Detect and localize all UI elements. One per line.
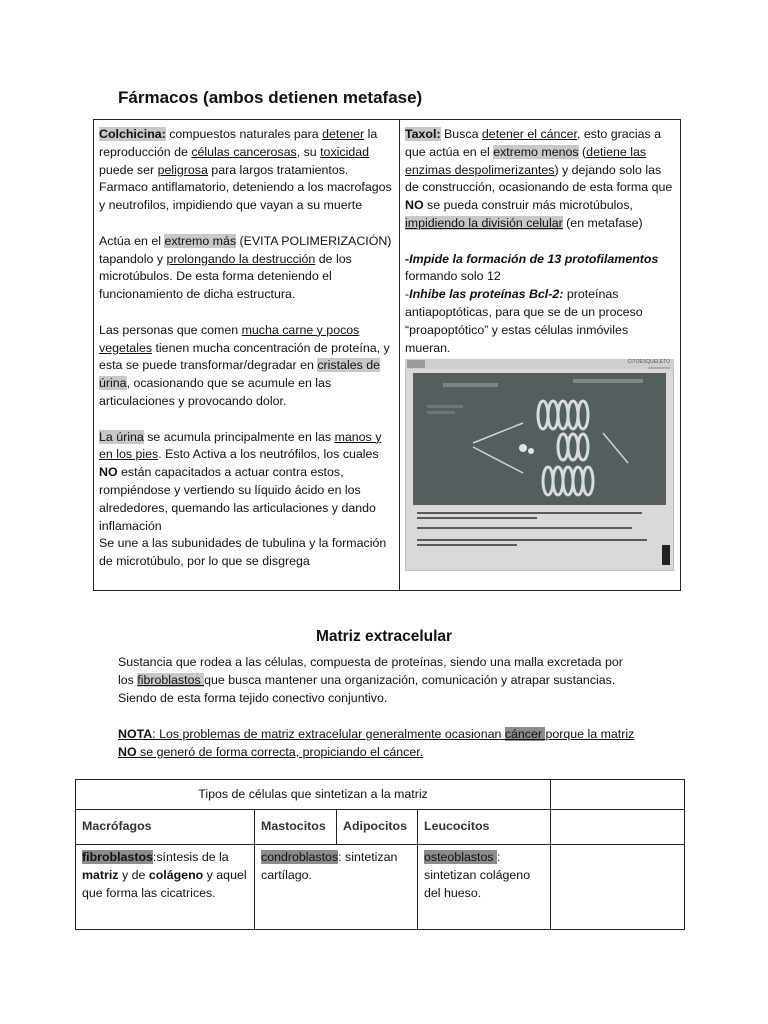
highlighted-term: condroblastos (261, 850, 339, 864)
underlined-term: prolongando la destrucción (166, 251, 316, 266)
cell-osteoblastos (418, 845, 551, 930)
microtubule-diagram (413, 373, 666, 505)
bold-term: NO (405, 198, 424, 213)
text: se acumula principalmente en las (143, 429, 335, 444)
colchicina-cell (94, 120, 400, 590)
taxol-cell (400, 120, 680, 590)
text: ( (578, 144, 587, 159)
highlighted-term: cristales de úrina (99, 358, 381, 391)
col-leucocitos: Leucocitos (418, 810, 551, 845)
table-columns-row (76, 810, 685, 845)
highlighted-term: La úrina (99, 429, 144, 444)
table-cell (551, 845, 685, 930)
caption-line (417, 539, 647, 541)
bold-term: colágeno (148, 867, 204, 882)
text: proteínas antiapoptóticas, para que se de un proceso “proapoptótico” y estas células inmóviles mueran. (405, 287, 643, 355)
microtubule-bottom (543, 467, 593, 495)
text: : sintetizan cartílago. (261, 850, 398, 882)
text: Busca (440, 127, 482, 141)
table-header-cell: Tipos de células que sintetizan a la matriz (76, 780, 551, 810)
bold-italic-term: Inhibe las proteínas Bcl-2: (409, 287, 564, 302)
highlighted-term: extremo más (164, 233, 237, 248)
text: compuestos naturales para (165, 127, 323, 141)
section-title-farmacos: Fármacos (ambos detienen metafase) (118, 88, 423, 107)
col-mastocitos: Mastocitos (255, 810, 337, 845)
figure-caption (417, 510, 653, 562)
text: se pueda construir más microtúbulos, (423, 198, 633, 213)
text: . Esto Activa a los neutrófilos, los cuales (158, 447, 379, 462)
text: (EVITA POLIMERIZACIÓN) tapandolo y (99, 233, 392, 266)
underlined-term: peligrosa (157, 162, 208, 177)
caption-line (417, 527, 632, 529)
bold-term: matriz (82, 867, 119, 882)
underlined-term: manos y en los pies (99, 429, 382, 462)
text: puede ser (99, 162, 158, 177)
cell-types-table (75, 779, 685, 930)
text: que busca mantener una organización, comunicación y atrapar sustancias. Siendo de esta forma tejido conectivo conjuntivo. (118, 672, 616, 705)
cell-fibroblastos (76, 845, 255, 930)
text: para largos tratamientos. Farmaco antiflamatorio, deteniendo a los macrofagos y neutrofilos, impidiendo que vayan a su muerte (99, 162, 392, 213)
table-cell (551, 780, 685, 810)
text: porque la matriz (545, 727, 635, 741)
col-macrofagos: Macrófagos (76, 810, 255, 845)
highlighted-term: extremo menos (493, 144, 579, 159)
text: y aquel que forma las cicatrices. (82, 867, 247, 900)
section-title-matriz: Matriz extracelular (315, 628, 453, 645)
figure-title: CITOESQUELETO (627, 359, 670, 366)
nota-paragraph (118, 726, 638, 762)
figure-tag (407, 360, 425, 368)
underlined-term: mucha carne y pocos vegetales (99, 322, 360, 355)
highlighted-term: fibroblastos (82, 850, 153, 864)
diagram-arrows (473, 423, 628, 473)
text: ) y dejando solo las de construcción, ocasionando de esta forma que (405, 162, 673, 195)
underlined-term: toxicidad (320, 144, 370, 159)
highlighted-term: cáncer (504, 727, 546, 741)
text: : Los problemas de matriz extracelular generalmente ocasionan (152, 727, 505, 741)
text: , ocasionando que se acumule en las articulaciones y provocando dolor. (99, 376, 332, 408)
underlined-term: células cancerosas (191, 144, 297, 159)
underlined-term: detiene las enzimas despolimerizantes (405, 144, 647, 177)
text: :síntesis de la (152, 850, 229, 864)
diagram-text-line (427, 405, 463, 408)
text: , esto gracias a que actúa en el (405, 127, 661, 159)
col-adipocitos: Adipocitos (337, 810, 418, 845)
figure-subtitle: Alteraciones (647, 365, 670, 371)
microtubule-top (538, 401, 588, 429)
text: se generó de forma correcta, propiciando el cáncer. (136, 744, 424, 759)
text: la reproducción de (99, 127, 378, 159)
matriz-paragraph (118, 654, 638, 707)
highlighted-term: impidiendo la división celular (405, 215, 563, 230)
text: están capacitados a actuar contra estos, rompiéndose y vertiendo su líquido ácido en los alrededores, quemando las articulaciones y dando inflamación (99, 465, 376, 533)
drugs-table (93, 119, 681, 591)
caption-line (417, 512, 642, 514)
taxol-bullet-2 (405, 286, 674, 357)
taxol-bullet-1 (405, 251, 674, 287)
colchicina-paragraph-2 (99, 233, 393, 304)
taxol-paragraph-1 (405, 126, 674, 233)
diagram-text-line (427, 411, 455, 414)
table-header-row (76, 780, 685, 810)
text: - (405, 287, 410, 302)
colchicina-paragraph-5: Se une a las subunidades de tubulina y la formación de microtúbulo, por lo que se disgrega (99, 536, 387, 569)
colchicina-paragraph-1 (99, 126, 393, 215)
underlined-term: detener (322, 127, 365, 141)
taxol-heading: Taxol: (405, 127, 441, 141)
text: (en metafase) (562, 215, 643, 230)
text: Las personas que comen (99, 322, 242, 337)
text: de los microtúbulos. De esta forma deteniendo el funcionamiento de dicha estructura. (99, 251, 352, 302)
text: : sintetizan colágeno del hueso. (424, 850, 531, 900)
colchicina-paragraph-3 (99, 322, 393, 411)
highlighted-term: osteoblastos (424, 850, 498, 864)
text: formando solo 12 (405, 269, 501, 284)
text: , su (296, 144, 321, 159)
table-row (76, 845, 685, 930)
figure-dark-mark (662, 545, 670, 565)
bold-term: NO (118, 744, 137, 759)
colchicina-heading: Colchicina: (99, 127, 166, 141)
diagram-label-bar (573, 379, 643, 383)
caption-line (417, 544, 517, 546)
bold-term: NO (99, 465, 118, 480)
nota-label: NOTA (118, 727, 153, 741)
cell-condroblastos (255, 845, 418, 930)
cytoskeleton-figure (405, 359, 674, 571)
tubulin-dimer (528, 448, 534, 454)
colchicina-paragraph-4 (99, 429, 393, 536)
microtubule-illustration (413, 373, 666, 505)
microtubule-middle (558, 434, 588, 460)
underlined-term: detener el cáncer (481, 127, 577, 141)
caption-line (417, 517, 537, 519)
tubulin-dimer (519, 444, 527, 452)
text: Actúa en el (99, 233, 165, 248)
bold-italic-term: -Impide la formación de 13 protofilamentos (405, 251, 659, 266)
text: Sustancia que rodea a las células, compuesta de proteínas, siendo una malla excretada por los (118, 655, 623, 687)
text: tienen mucha concentración de proteína, y esta se puede transformar/degradar en (99, 340, 390, 373)
col-empty (551, 810, 685, 845)
highlighted-term: fibroblastos (137, 672, 205, 687)
diagram-label-bar (443, 383, 498, 387)
caption-text-lines (417, 510, 653, 560)
text: y de (118, 867, 149, 882)
